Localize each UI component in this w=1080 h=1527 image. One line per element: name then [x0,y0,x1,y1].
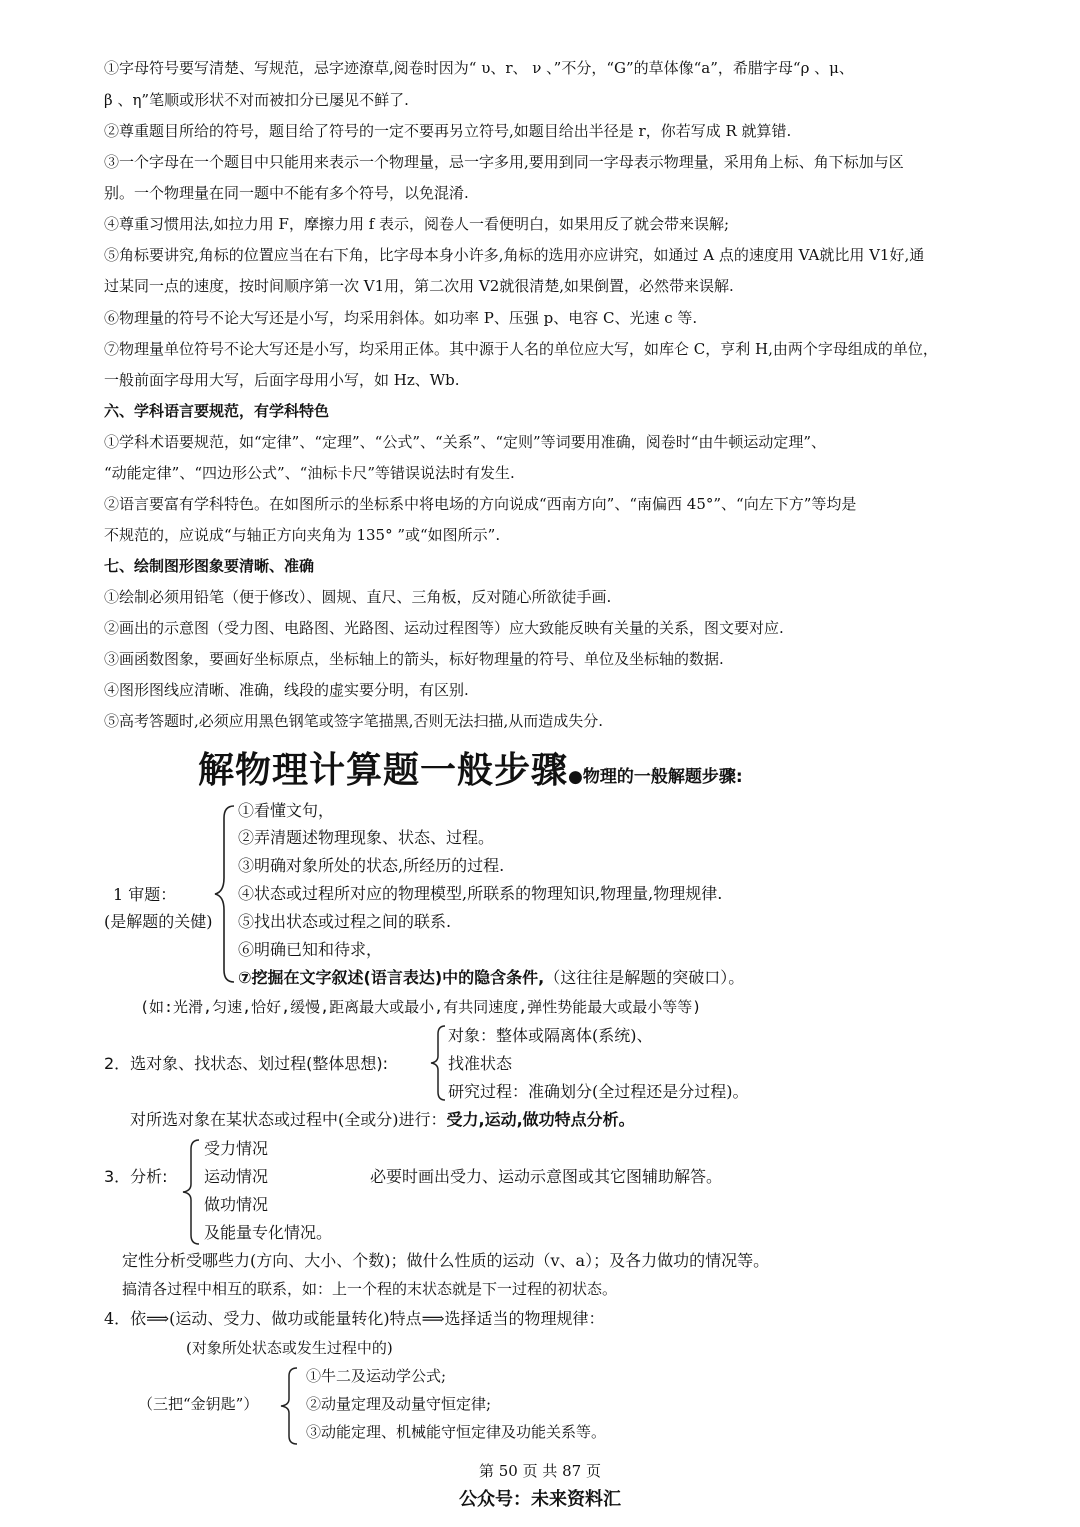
page-title: 解物理计算题一般步骤 [198,750,569,791]
section-line: 不规范的，应说成“与轴正方向夹角为 135° ”或“如图所示”. [104,526,501,544]
section-heading: 七、绘制图形图象要清晰、准确 [104,557,315,575]
step2-label: 2．选对象、找状态、划过程(整体思想): [104,1054,389,1073]
section-line: “动能定律”、“四边形公式”、“油标卡尺”等错误说法时有发生. [104,464,515,482]
brace-icon [278,1366,300,1446]
rule-line: 一般前面字母用大写，后面字母用小写，如 Hz、Wb. [104,371,460,389]
brace-icon [212,804,238,984]
key-item: ③动能定理、机械能守恒定律及功能关系等。 [306,1423,607,1441]
section-line: ④图形图线应清晰、准确，线段的虚实要分明，有区别. [104,681,469,699]
step1-note: (是解题的关健) [104,912,213,931]
step2-item: 找准状态 [448,1054,513,1073]
rule-line: ①字母符号要写清楚、写规范，忌字迹潦草,阅卷时因为“ υ、r、 ν 、”不分，“G”的草体像“a”，希腊字母“ρ 、μ、 [104,59,854,77]
key-item: ②动量定理及动量守恒定律; [306,1395,492,1413]
page-subtitle: ●物理的一般解题步骤: [568,767,743,787]
step3-item: 及能量专化情况。 [204,1223,333,1242]
rule-line: ⑦物理量单位符号不论大写还是小写，均采用正体。其中源于人名的单位应大写，如库仑 C，亨利 H,由两个字母组成的单位， [104,340,938,358]
rule-line: ③一个字母在一个题目中只能用来表示一个物理量，忌一字多用,要用到同一字母表示物理量，采用角上标、角下标加与区 [104,153,904,171]
rule-line: 别。一个物理量在同一题中不能有多个符号，以免混淆. [104,184,469,202]
section-line: ②语言要富有学科特色。在如图所示的坐标系中将电场的方向说成“西南方向”、“南偏西 45°”、“向左下方”等均是 [104,495,857,513]
step2-item: 研究过程：准确划分(全过程还是分过程)。 [448,1082,749,1101]
keys-label: （三把“金钥匙”） [138,1395,259,1413]
step3-side-note: 必要时画出受力、运动示意图或其它图辅助解答。 [370,1167,723,1186]
step4-line: 4．依⟹(运动、受力、做功或能量转化)特点⟹选择适当的物理规律： [104,1309,605,1328]
step2-note [130,1109,635,1131]
rule-line: ⑤角标要讲究,角标的位置应当在右下角，比字母本身小许多,角标的选用亦应讲究，如通过 A 点的速度用 VA就比用 V1好,通 [104,246,925,264]
step4-sub: (对象所处状态或发生过程中的) [186,1339,393,1357]
step3-note: 搞清各过程中相互的联系，如：上一个程的末状态就是下一过程的初状态。 [122,1280,618,1298]
section-line: ①学科术语要规范，如“定律”、“定理”、“公式”、“关系”、“定则”等词要用准确，阅卷时“由牛顿运动定理”、 [104,433,827,451]
brace-icon [428,1024,448,1102]
rule-line: ②尊重题目所给的符号，题目给了符号的一定不要再另立符号,如题目给出半径是 r，你若写成 R 就算错. [104,122,792,140]
step1-item: ⑤找出状态或过程之间的联系. [238,912,452,931]
footer-account: 公众号：未来资料汇 [459,1489,621,1510]
step1-item: ①看懂文句， [238,801,335,820]
section-line: ②画出的示意图（受力图、电路图、光路图、运动过程图等）应大致能反映有关量的关系，图文要对应. [104,619,784,637]
step1-label: 1 审题： [113,885,177,904]
section-line: ③画函数图象，要画好坐标原点，坐标轴上的箭头，标好物理量的符号、单位及坐标轴的数据. [104,650,724,668]
step1-item: ②弄清题述物理现象、状态、过程。 [238,828,495,847]
rule-line: ④尊重习惯用法,如拉力用 F，摩擦力用 f 表示，阅卷人一看便明白，如果用反了就会带来误解; [104,215,730,233]
step1-item7-bold: ⑦挖掘在文字叙述(语言表达)中的隐含条件, [238,968,545,987]
step1-item: ④状态或过程所对应的物理模型,所联系的物理知识,物理量,物理规律. [238,884,723,903]
brace-icon [180,1138,202,1246]
step1-item-7 [238,967,744,989]
page-number: 第 50 页 共 87 页 [478,1462,601,1480]
step3-item: 运动情况 [204,1167,269,1186]
step3-item: 受力情况 [204,1139,269,1158]
rule-line: ⑥物理量的符号不论大写还是小写，均采用斜体。如功率 P、压强 p、电容 C、光速 c 等. [104,309,698,327]
step3-note: 定性分析受哪些力(方向、大小、个数)；做什么性质的运动（v、a）；及各力做功的情况等。 [122,1251,770,1270]
rule-line: β 、η”笔顺或形状不对而被扣分已屡见不鲜了. [104,91,409,109]
section-heading: 六、学科语言要规范，有学科特色 [104,402,330,420]
step2-item: 对象：整体或隔离体(系统)、 [448,1026,653,1045]
step2-note-bold: 受力,运动,做功特点分析。 [446,1110,635,1129]
step3-label: 3．分析: [104,1167,168,1186]
steps-title-block [198,742,743,793]
section-line: ①绘制必须用铅笔（便于修改）、圆规、直尺、三角板，反对随心所欲徒手画. [104,588,612,606]
rule-line: 过某同一点的速度，按时间顺序第一次 V1用，第二次用 V2就很清楚,如果倒置，必然带来误解. [104,277,734,295]
step2-note-prefix: 对所选对象在某状态或过程中(全或分)进行： [130,1110,447,1129]
step1-item7-rest: （这往往是解题的突破口）。 [544,968,745,987]
step3-item: 做功情况 [204,1195,269,1214]
section-line: ⑤高考答题时,必须应用黑色钢笔或签字笔描黑,否则无法扫描,从而造成失分. [104,712,604,730]
step1-item: ⑥明确已知和待求， [238,940,383,959]
step1-example: (如:光滑,匀速,恰好,缓慢,距离最大或最小,有共同速度,弹性势能最大或最小等等) [140,998,702,1016]
step1-item: ③明确对象所处的状态,所经历的过程. [238,856,505,875]
key-item: ①牛二及运动学公式; [306,1367,447,1385]
